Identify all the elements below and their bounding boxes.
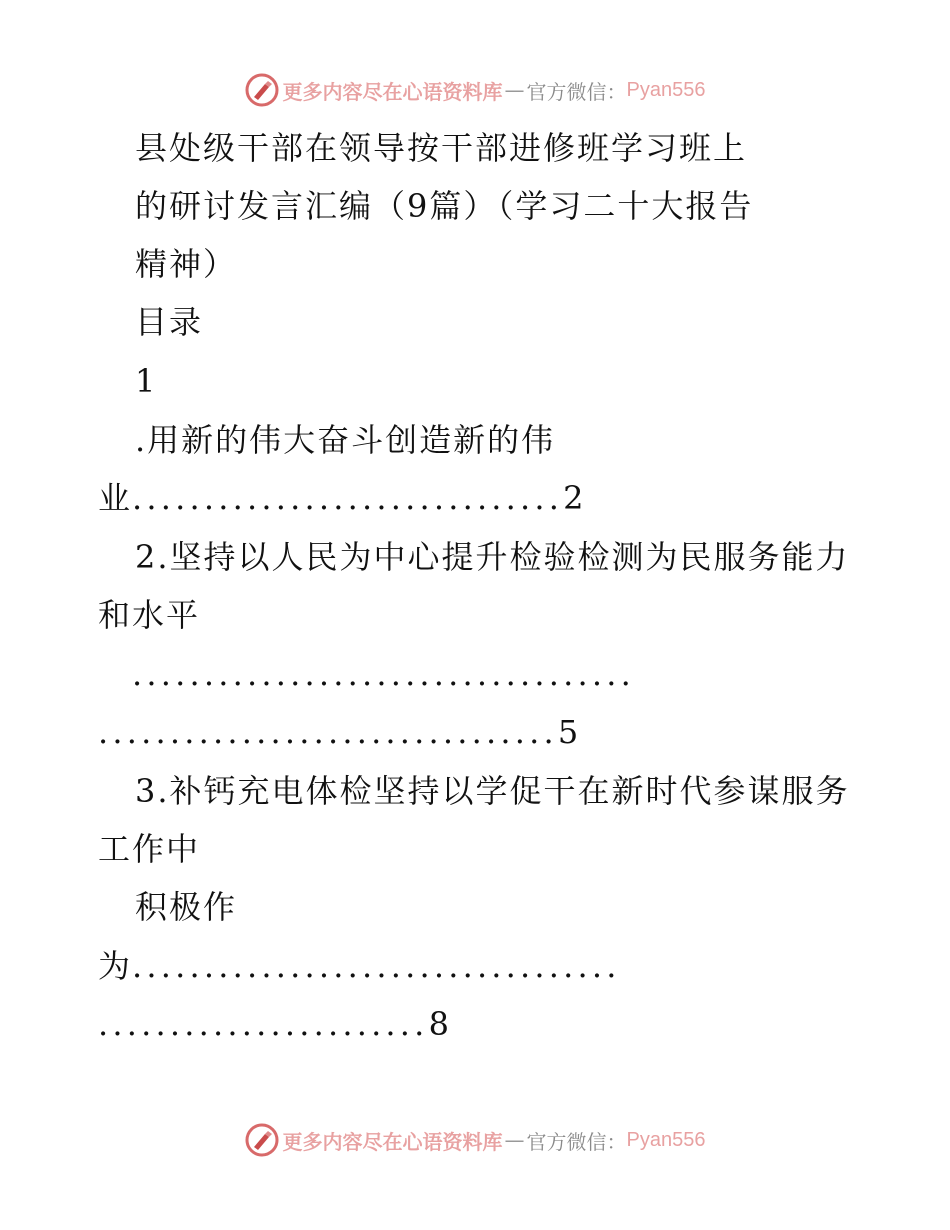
- toc-item-2-continuation: 和水平: [98, 596, 201, 634]
- toc-item-1-tail: 业: [98, 479, 133, 517]
- toc-item-3-tail: 为: [98, 947, 133, 985]
- toc-item-3-dots-1: ..................................: [132, 947, 621, 985]
- toc-item-3-text: 3.补钙充电体检坚持以学促干在新时代参谋服务: [135, 772, 850, 810]
- toc-item-3-page: 8: [428, 1005, 451, 1043]
- title-line-1: 县处级干部在领导按干部进修班学习班上: [135, 129, 748, 167]
- header-banner: [0, 70, 950, 110]
- toc-item-3-leader-2: [98, 1004, 451, 1044]
- toc-item-1-number: 1: [135, 362, 158, 400]
- banner-wechat-label: 官方微信：: [526, 1129, 627, 1154]
- toc-item-3-leader-1: [98, 946, 621, 986]
- banner-wechat-id: Pyan556: [626, 78, 706, 101]
- toc-item-2-leader: [98, 712, 580, 752]
- toc-item-1-leader: [98, 478, 586, 518]
- banner-wechat-label: 官方微信：: [526, 79, 627, 104]
- banner-dash: —: [504, 78, 525, 102]
- toc-item-2-dots-2: ................................: [98, 713, 558, 751]
- banner-brand-text: 更多内容尽在心语资料库: [282, 1129, 503, 1154]
- pen-logo-icon: [245, 73, 279, 107]
- toc-item-3-continuation: 工作中: [98, 830, 201, 868]
- banner-dash: —: [504, 1128, 525, 1152]
- toc-item-1-dots: ..............................: [132, 479, 564, 517]
- toc-heading: 目录: [135, 303, 204, 341]
- toc-item-2-page: 5: [557, 713, 581, 751]
- toc-item-2-text: 2.坚持以人民为中心提升检验检测为民服务能力: [135, 538, 850, 576]
- pen-logo-icon: [245, 1123, 279, 1157]
- banner-wechat-id: Pyan556: [626, 1128, 706, 1151]
- toc-item-1-text: .用新的伟大奋斗创造新的伟: [135, 421, 556, 459]
- toc-item-1-page: 2: [563, 479, 586, 517]
- toc-item-3-line-3: 积极作: [135, 888, 238, 926]
- title-line-3: 精神）: [135, 245, 238, 283]
- toc-item-3-dots-2: .......................: [98, 1005, 429, 1043]
- footer-banner: [0, 1120, 950, 1160]
- banner-brand-text: 更多内容尽在心语资料库: [282, 79, 503, 104]
- toc-item-2-dots-1: ...................................: [132, 655, 636, 693]
- title-line-2: 的研讨发言汇编（9篇）（学习二十大报告: [135, 187, 754, 225]
